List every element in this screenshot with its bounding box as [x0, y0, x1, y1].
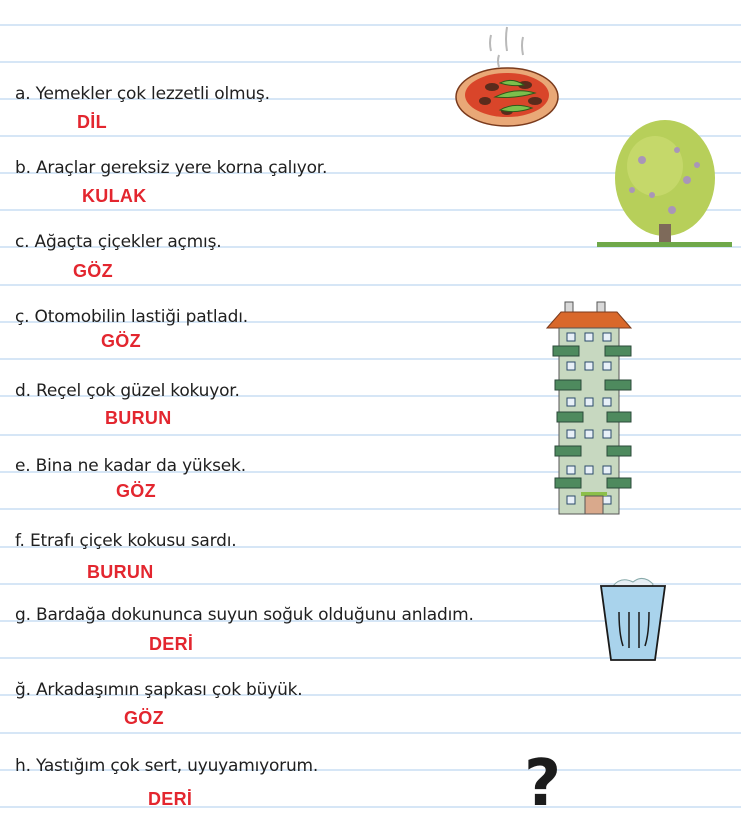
- sentence-text: h. Yastığım çok sert, uyuyamıyorum.: [15, 756, 319, 776]
- sentence-text: e. Bina ne kadar da yüksek.: [15, 456, 246, 476]
- answer-text: BURUN: [105, 408, 172, 428]
- answer-text: GÖZ: [124, 708, 164, 728]
- answer-text: GÖZ: [101, 331, 141, 351]
- answer-text: GÖZ: [73, 261, 113, 281]
- pizza-icon: [455, 25, 565, 130]
- answer-text: KULAK: [82, 186, 147, 206]
- sentence-text: b. Araçlar gereksiz yere korna çalıyor.: [15, 158, 328, 178]
- glass-icon: [599, 576, 669, 664]
- sentence-text: ç. Otomobilin lastiği patladı.: [15, 307, 248, 327]
- sentence-text: g. Bardağa dokununca suyun soğuk olduğunu anladım.: [15, 605, 474, 625]
- tree-icon: [597, 120, 732, 250]
- sentence-text: ğ. Arkadaşımın şapkası çok büyük.: [15, 680, 303, 700]
- building-icon: [545, 300, 633, 518]
- answer-text: DİL: [77, 112, 107, 132]
- answer-text: DERİ: [148, 789, 193, 809]
- ruled-line: [0, 806, 741, 808]
- sentence-text: d. Reçel çok güzel kokuyor.: [15, 381, 240, 401]
- ruled-line: [0, 61, 741, 63]
- sentence-text: f. Etrafı çiçek kokusu sardı.: [15, 531, 237, 551]
- ruled-line: [0, 284, 741, 286]
- question-mark-icon: ?: [524, 747, 562, 821]
- ruled-line: [0, 732, 741, 734]
- sentence-text: c. Ağaçta çiçekler açmış.: [15, 232, 222, 252]
- answer-text: BURUN: [87, 562, 154, 582]
- answer-text: GÖZ: [116, 481, 156, 501]
- answer-text: DERİ: [149, 634, 194, 654]
- sentence-text: a. Yemekler çok lezzetli olmuş.: [15, 84, 270, 104]
- ruled-line: [0, 24, 741, 26]
